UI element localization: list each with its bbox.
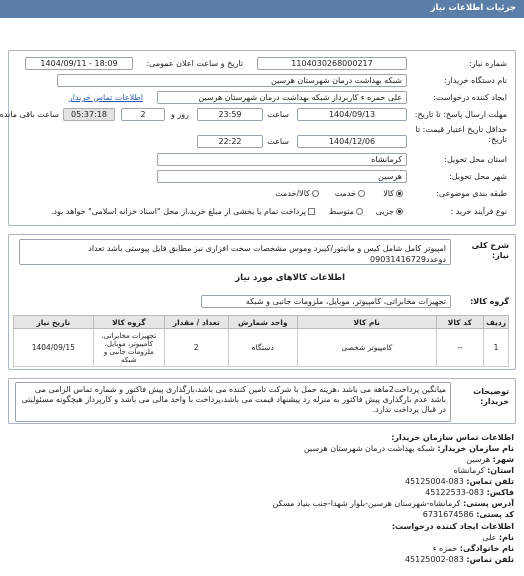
creator-contact-key: تلفن تماس: xyxy=(466,555,514,564)
need-details-panel xyxy=(0,50,516,226)
creator-contact-value: حمزه ء xyxy=(432,544,458,553)
creator-contact-line xyxy=(405,554,514,565)
creator-contact-key: نام: xyxy=(498,533,514,542)
process-option-minor[interactable] xyxy=(376,207,403,216)
creator-contact-title: اطلاعات ایجاد کننده درخواست: xyxy=(391,522,514,531)
col-code: کد کالا xyxy=(436,316,484,329)
category-label: طبقه بندی موضوعی: xyxy=(436,189,507,198)
buyer-notes-text: میانگین پرداخت2ماهه می باشد ،هزینه حمل با شرکت تامین کننده می باشد،بارگذاری پیش فاکتور و شماره تماس الزامی می باشد عدم بارگذاری پیش فاکتور به منزله رد پیشنهاد قیمت می باشد،پرداخت با واحد مالی می باشد و کارپرداز هیچگونه مسئولیتی در قبال پرداخت ندارد. xyxy=(15,382,451,422)
announce-field[interactable]: 1404/09/11 - 18:09 xyxy=(25,57,133,70)
col-unit: واحد شمارش xyxy=(228,316,298,329)
category-option-goods-label: کالا xyxy=(383,189,394,198)
buyer-notes-label: توضیحات خریدار: xyxy=(473,387,509,406)
validity-date-field[interactable]: 1404/12/06 xyxy=(297,135,407,148)
cell-name: کامپیوتر شخصی xyxy=(298,329,436,367)
summary-label: شرح کلی نیاز: xyxy=(471,241,509,260)
validity-time-label: ساعت xyxy=(267,137,289,146)
col-index: ردیف xyxy=(484,316,509,329)
deadline-label: مهلت ارسال پاسخ: تا تاریخ: xyxy=(414,110,507,119)
deadline-date-field[interactable]: 1404/09/13 xyxy=(297,108,407,121)
buyer-contact-value: 083-45122533 xyxy=(425,488,485,497)
buyer-contact-key: تلفن تماس: xyxy=(466,477,514,486)
buyer-contact-title: اطلاعات تماس سازمان خریدار: xyxy=(391,433,514,442)
buyer-org-field[interactable]: شبکه بهداشت درمان شهرستان هرسین xyxy=(57,74,407,87)
deadline-time-field[interactable]: 23:59 xyxy=(197,108,263,121)
need-number-label: شماره نیاز: xyxy=(469,59,507,68)
table-row[interactable] xyxy=(14,329,509,367)
need-number-field[interactable]: 1104030268000217 xyxy=(257,57,407,70)
process-option-minor-label: جزیی xyxy=(375,207,394,216)
radio-goods-service[interactable] xyxy=(312,190,319,197)
goods-section-title: اطلاعات کالاهای مورد نیاز xyxy=(235,273,345,283)
days-label: روز و xyxy=(171,110,189,119)
radio-goods[interactable] xyxy=(396,190,403,197)
cell-date: 1404/09/15 xyxy=(14,329,94,367)
cell-code: -- xyxy=(436,329,484,367)
buyer-contact-value: 083-45125004 xyxy=(404,477,464,486)
payment-treasury-label: پرداخت تمام یا بخشی از مبلغ خرید،از محل "اسناد خزانه اسلامی" خواهد بود. xyxy=(50,207,306,216)
buyer-contact-key: فاکس: xyxy=(486,488,514,497)
cell-qty: 2 xyxy=(165,329,228,367)
deadline-time-label: ساعت xyxy=(267,110,289,119)
buyer-contact-line xyxy=(304,443,514,454)
province-label: استان محل تحویل: xyxy=(444,155,507,164)
creator-field[interactable]: علی حمزه ء کاربرداز شبکه بهداشت درمان شهرستان هرسین xyxy=(157,91,407,104)
creator-contact-line xyxy=(433,543,514,554)
buyer-contact-line xyxy=(466,454,514,465)
buyer-contact-line xyxy=(423,509,514,520)
buyer-notes-panel xyxy=(8,378,516,424)
buyer-contact-line xyxy=(273,498,514,509)
buyer-contact-value: 6731674586 xyxy=(422,510,474,519)
creator-contact-value: علی xyxy=(482,533,497,542)
process-option-medium-label: متوسط xyxy=(328,207,354,216)
category-option-goods-service[interactable] xyxy=(275,189,319,198)
cell-unit: دستگاه xyxy=(228,329,298,367)
process-label: نوع فرآیند خرید : xyxy=(450,207,507,216)
goods-table xyxy=(13,315,509,367)
city-field[interactable]: هرسین xyxy=(157,170,407,183)
days-field[interactable]: 2 xyxy=(121,108,165,121)
radio-minor[interactable] xyxy=(396,208,403,215)
buyer-contact-key: کد پستی: xyxy=(476,510,514,519)
buyer-contact-link[interactable]: اطلاعات تماس خریدار xyxy=(68,93,143,102)
radio-service[interactable] xyxy=(358,190,365,197)
page-header xyxy=(0,0,524,18)
buyer-contact-line xyxy=(454,465,514,476)
creator-contact-line xyxy=(482,532,514,543)
category-option-service[interactable] xyxy=(335,189,365,198)
page-title: جزئیات اطلاعات نیاز xyxy=(430,3,516,13)
cell-group: تجهیزات مخابراتی، کامپیوتر، موبایل، ملزومات جانبی و شبکه xyxy=(93,329,164,367)
buyer-contact-key: آدرس پستی: xyxy=(463,499,514,508)
city-label: شهر محل تحویل: xyxy=(449,172,507,181)
payment-treasury-option[interactable] xyxy=(51,207,315,216)
announce-label: تاریخ و ساعت اعلان عمومی: xyxy=(146,59,243,68)
goods-group-label: گروه کالا: xyxy=(470,297,509,306)
creator-contact-value: 083-45125002 xyxy=(404,555,464,564)
col-date: تاریخ نیاز xyxy=(14,316,94,329)
remaining-timer: 05:37:18 xyxy=(63,108,115,121)
validity-label: حداقل تاریخ اعتبار قیمت: تا تاریخ: xyxy=(415,125,507,144)
province-field[interactable]: کرمانشاه xyxy=(157,153,407,166)
buyer-contact-line xyxy=(425,487,514,498)
validity-time-field[interactable]: 22:22 xyxy=(197,135,263,148)
summary-panel xyxy=(8,234,516,370)
col-group: گروه کالا xyxy=(93,316,164,329)
buyer-contact-line xyxy=(405,476,514,487)
remaining-label: ساعت باقی مانده xyxy=(0,110,59,119)
creator-label: ایجاد کننده درخواست: xyxy=(433,93,507,102)
col-name: نام کالا xyxy=(298,316,436,329)
buyer-contact-value: کرمانشاه-شهرستان هرسین-بلوار شهدا-جنب بنیاد مسکن xyxy=(272,499,461,508)
cell-index: 1 xyxy=(484,329,509,367)
buyer-contact-key: شهر: xyxy=(492,455,514,464)
category-option-goods[interactable] xyxy=(383,189,403,198)
creator-contact-key: نام خانوادگی: xyxy=(459,544,514,553)
goods-table-header xyxy=(14,316,509,329)
process-option-medium[interactable] xyxy=(329,207,363,216)
payment-treasury-checkbox[interactable] xyxy=(308,208,315,215)
col-qty: تعداد / مقدار xyxy=(165,316,228,329)
buyer-contact-key: استان: xyxy=(487,466,514,475)
goods-group-field[interactable]: تجهیزات مخابراتی، کامپیوتر، موبایل، ملزومات جانبی و شبکه xyxy=(201,295,451,308)
category-option-service-label: خدمت xyxy=(334,189,356,198)
buyer-contact-value: کرمانشاه xyxy=(453,466,485,475)
summary-text: امپیوتر کامل شامل کیس و مانیتور/کیبرد وموس مشخصات سخت افزاری نیز مطابق فایل پیوستی باشد تعداد دوعدد09031416729 xyxy=(19,239,451,265)
buyer-contact-value: شبکه بهداشت درمان شهرستان هرسین xyxy=(303,444,435,453)
buyer-contact-value: هرسین xyxy=(466,455,491,464)
radio-medium[interactable] xyxy=(356,208,363,215)
category-option-goods-service-label: کالا/خدمت xyxy=(275,189,310,198)
buyer-contact-key: نام سازمان خریدار: xyxy=(437,444,514,453)
buyer-org-label: نام دستگاه خریدار: xyxy=(444,76,507,85)
